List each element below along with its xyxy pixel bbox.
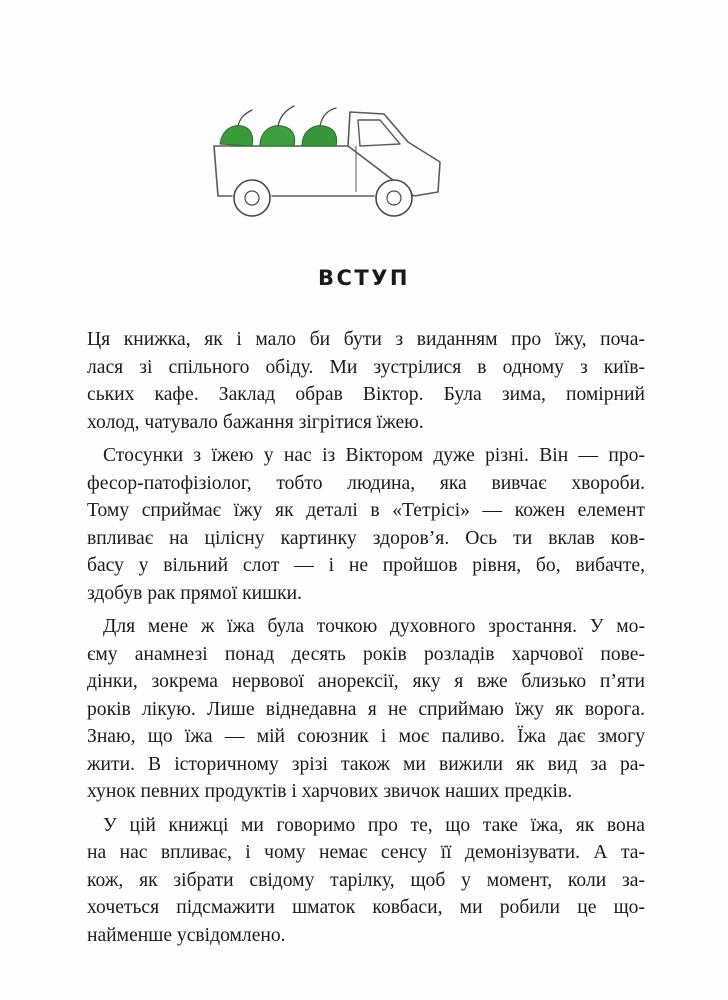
front-wheel	[376, 180, 412, 216]
text-line: жити. В історичному зрізі також ми вижили як вид за ра-	[87, 753, 645, 775]
text-line: на нас впливає, і чому немає сенсу її демонізувати. А та-	[87, 842, 645, 863]
text-line: дінки, зокрема нервової анорексії, яку я вже близько п’яти	[87, 671, 645, 692]
text-line: Ця книжка, як і мало би бути з виданням про їжу, поча-	[87, 329, 645, 350]
chapter-body	[87, 326, 645, 955]
truck-window	[358, 120, 400, 146]
text-line: холод, чатувало бажання зігрітися їжею.	[87, 411, 424, 433]
text-line: ських кафе. Заклад обрав Віктор. Була зима, помірний	[87, 384, 645, 405]
avocado-3	[302, 108, 337, 146]
text-line: впливає на цілісну картинку здоров’я. Ось ти вклав ков-	[87, 527, 645, 549]
avocado-1	[220, 110, 253, 146]
text-line: басу у вільний слот — і не пройшов рівня, бо, вибачте,	[87, 555, 645, 576]
paragraph-3	[87, 613, 645, 806]
text-line: хочеться підсмажити шматок ковбаси, ми робили це що-	[87, 897, 645, 918]
text-line: лася зі спільного обіду. Ми зустрілися в одному з київ-	[87, 356, 645, 378]
rear-wheel	[234, 180, 270, 216]
text-line: здобув рак прямої кишки.	[87, 582, 303, 604]
paragraph-2	[87, 442, 645, 607]
text-line: хунок певних продуктів і харчових звичок наших предків.	[87, 781, 573, 802]
text-line: Для мене ж їжа була точкою духовного зростання. У мо-	[103, 616, 645, 637]
text-line: кож, як зібрати свідому тарілку, щоб у момент, коли за-	[87, 869, 645, 891]
text-line: Знаю, що їжа — мій союзник і моє паливо. Їжа дає змогу	[87, 726, 645, 747]
chapter-title: ВСТУП	[317, 266, 410, 290]
text-line: Тому сприймає їжу як деталі в «Тетрісі» — кожен елемент	[87, 500, 645, 521]
paragraph-1	[87, 326, 645, 436]
paragraph-4	[87, 812, 645, 950]
text-line: найменше усвідомлено.	[87, 924, 286, 946]
truck-with-avocados-icon	[208, 100, 448, 228]
text-line: У цій книжці ми говоримо про те, що таке їжа, як вона	[103, 814, 645, 836]
avocado-2	[260, 106, 295, 146]
text-line: років лікую. Лише віднедавна я не сприймаю їжу як ворога.	[87, 698, 645, 720]
text-line: Стосунки з їжею у нас із Віктором дуже різні. Він — про-	[103, 445, 645, 466]
text-line: єму анамнезі понад десять років розладів харчової пове-	[87, 643, 645, 665]
text-line: фесор-патофізіолог, тобто людина, яка вивчає хвороби.	[87, 472, 645, 494]
